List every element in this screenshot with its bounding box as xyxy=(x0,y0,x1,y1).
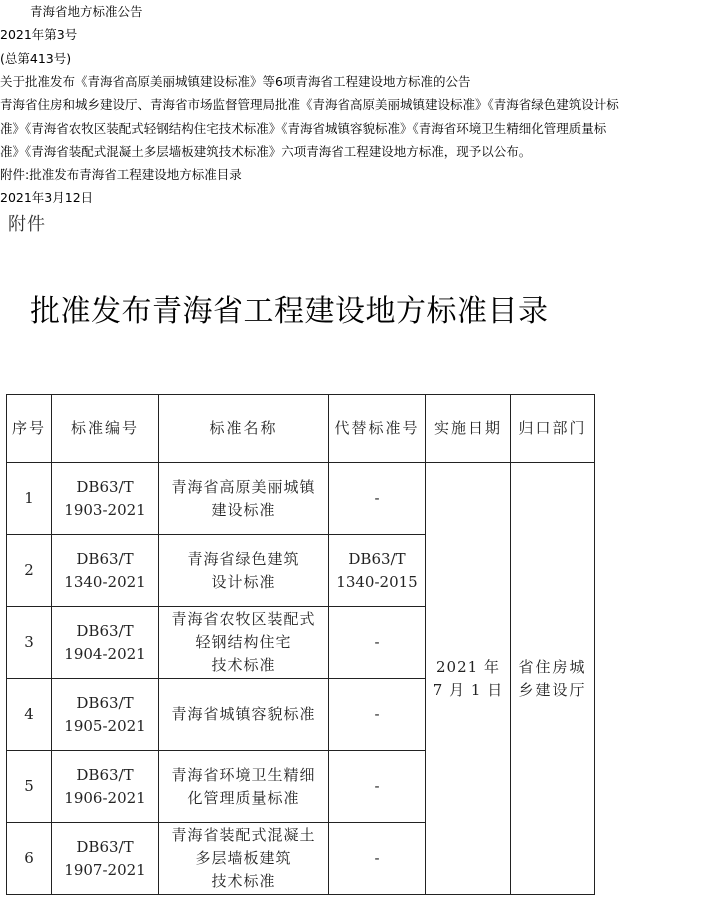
cell-serial: 6 xyxy=(7,823,52,895)
cell-department-line: 省住房城 xyxy=(518,657,587,676)
column-header-date: 实施日期 xyxy=(426,395,511,463)
cell-serial: 1 xyxy=(7,463,52,535)
cell-implementation-date-line: 2021 年 xyxy=(436,657,500,676)
cell-replace xyxy=(329,823,426,895)
cell-serial: 2 xyxy=(7,535,52,607)
cell-replace-line: - xyxy=(374,489,380,507)
cell-replace xyxy=(329,535,426,607)
cell-name xyxy=(159,823,329,895)
cell-serial: 3 xyxy=(7,607,52,679)
cell-code xyxy=(52,679,159,751)
cell-code xyxy=(52,751,159,823)
attachment-label: 附件 xyxy=(8,214,46,235)
cell-code-line: 1905-2021 xyxy=(64,716,146,735)
column-header-name: 标准名称 xyxy=(159,395,329,463)
announcement-body-line: 青海省住房和城乡建设厅、青海省市场监督管理局批准《青海省高原美丽城镇建设标准》《青海省绿色建筑设计标 xyxy=(0,97,619,112)
cell-replace xyxy=(329,679,426,751)
cell-department-line: 乡建设厅 xyxy=(518,680,587,699)
cell-name-line: 青海省农牧区装配式 xyxy=(171,610,316,628)
cell-name-line: 技术标准 xyxy=(211,656,276,674)
cell-replace xyxy=(329,607,426,679)
cell-name xyxy=(159,463,329,535)
cell-serial: 4 xyxy=(7,679,52,751)
cell-code-line: 1906-2021 xyxy=(64,788,146,807)
announcement-total-number: (总第413号) xyxy=(0,51,72,66)
cell-code-line: DB63/T xyxy=(76,621,134,640)
announcement-heading: 青海省地方标准公告 xyxy=(30,4,143,19)
cell-name-line: 青海省绿色建筑 xyxy=(187,549,300,568)
cell-replace-line: - xyxy=(374,777,380,795)
cell-name xyxy=(159,535,329,607)
cell-code-line: 1903-2021 xyxy=(64,500,146,519)
standards-table xyxy=(6,394,595,895)
cell-name xyxy=(159,679,329,751)
table-row xyxy=(7,463,595,535)
cell-code-line: 1904-2021 xyxy=(64,644,146,663)
cell-replace-line: 1340-2015 xyxy=(336,572,418,591)
cell-code-line: DB63/T xyxy=(76,693,134,712)
cell-replace-line: - xyxy=(374,849,380,867)
cell-implementation-date xyxy=(426,463,511,895)
cell-replace-line: DB63/T xyxy=(348,549,406,568)
cell-name-line: 青海省装配式混凝土 xyxy=(171,826,316,844)
cell-name-line: 青海省高原美丽城镇 xyxy=(171,477,316,496)
column-header-serial: 序号 xyxy=(7,395,52,463)
cell-code-line: 1340-2021 xyxy=(64,572,146,591)
cell-code-line: DB63/T xyxy=(76,477,134,496)
cell-name-line: 设计标准 xyxy=(211,572,276,591)
cell-code xyxy=(52,463,159,535)
cell-name-line: 青海省环境卫生精细 xyxy=(171,765,316,784)
cell-code-line: DB63/T xyxy=(76,549,134,568)
cell-code-line: DB63/T xyxy=(76,765,134,784)
column-header-replace: 代替标准号 xyxy=(329,395,426,463)
cell-name-line: 建设标准 xyxy=(211,500,276,519)
cell-name-line: 技术标准 xyxy=(211,872,276,890)
cell-name-line: 化管理质量标准 xyxy=(187,788,300,807)
column-header-department: 归口部门 xyxy=(511,395,595,463)
announcement-date: 2021年3月12日 xyxy=(0,190,94,205)
cell-code xyxy=(52,535,159,607)
cell-replace-line: - xyxy=(374,633,380,651)
column-header-code: 标准编号 xyxy=(52,395,159,463)
cell-name xyxy=(159,751,329,823)
page-title: 批准发布青海省工程建设地方标准目录 xyxy=(30,294,549,329)
cell-name-line: 多层墙板建筑 xyxy=(195,849,292,867)
cell-name xyxy=(159,607,329,679)
announcement-body-line: 准》《青海省装配式混凝土多层墙板建筑技术标准》六项青海省工程建设地方标准，现予以公布。 xyxy=(0,144,532,159)
cell-name-line: 青海省城镇容貌标准 xyxy=(171,705,316,723)
cell-code xyxy=(52,607,159,679)
announcement-body-line: 准》《青海省农牧区装配式轻钢结构住宅技术标准》《青海省城镇容貌标准》《青海省环境卫生精细化管理质量标 xyxy=(0,121,607,136)
cell-department xyxy=(511,463,595,895)
cell-serial: 5 xyxy=(7,751,52,823)
cell-code-line: 1907-2021 xyxy=(64,860,146,879)
cell-replace-line: - xyxy=(374,705,380,723)
cell-name-line: 轻钢结构住宅 xyxy=(195,633,292,651)
cell-replace xyxy=(329,751,426,823)
table-header-row xyxy=(7,395,595,463)
cell-replace xyxy=(329,463,426,535)
cell-implementation-date-line: 7 月 1 日 xyxy=(432,680,504,699)
announcement-number: 2021年第3号 xyxy=(0,27,78,42)
attachment-link-text: 附件:批准发布青海省工程建设地方标准目录 xyxy=(0,167,242,182)
announcement-subject: 关于批准发布《青海省高原美丽城镇建设标准》等6项青海省工程建设地方标准的公告 xyxy=(0,74,471,89)
cell-code xyxy=(52,823,159,895)
cell-code-line: DB63/T xyxy=(76,837,134,856)
